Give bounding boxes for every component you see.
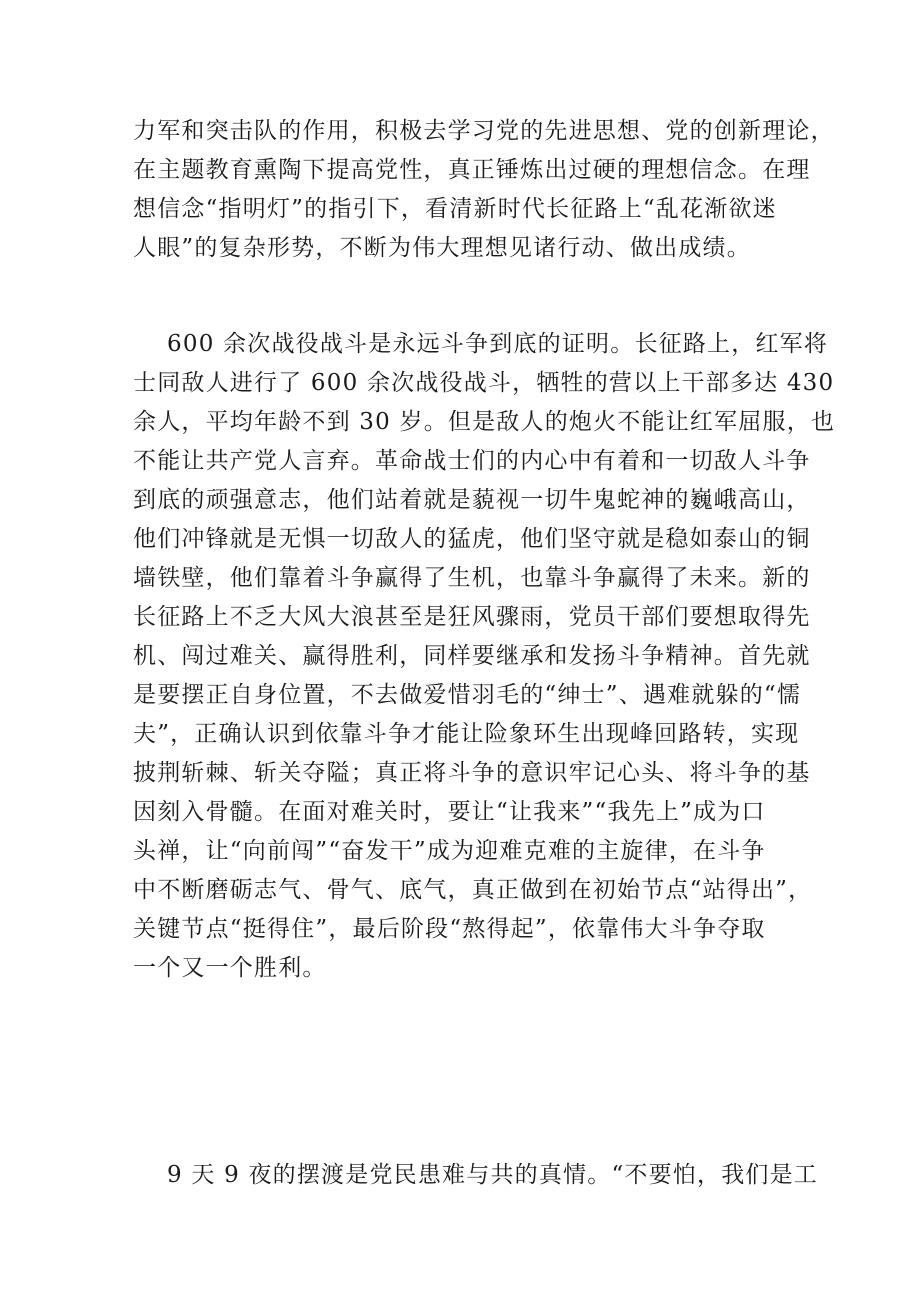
text-line: 士同敌人进行了 600 余次战役战斗，牺牲的营以上干部多达 430: [133, 370, 835, 396]
text-line: 在主题教育熏陶下提高党性，真正锤炼出过硬的理想信念。在理: [133, 157, 811, 183]
text-line: 600 余次战役战斗是永远斗争到底的证明。长征路上，红军将: [133, 331, 829, 357]
text-line: 机、闯过难关、赢得胜利，同样要继承和发扬斗争精神。首先就: [133, 643, 811, 669]
text-line: 夫”，正确认识到依靠斗争才能让险象环生出现峰回路转，实现: [133, 721, 800, 747]
text-line: 9 天 9 夜的摆渡是党民患难与共的真情。“不要怕，我们是工: [133, 1162, 819, 1188]
text-line: 因刻入骨髓。在面对难关时，要让“让我来”“我先上”成为口: [133, 799, 766, 825]
text-line: 是要摆正自身位置，不去做爱惜羽毛的“绅士”、遇难就躲的“懦: [133, 682, 802, 708]
paragraph-role-of-vanguard: [133, 112, 835, 268]
text-line: 人眼”的复杂形势，不断为伟大理想见诸行动、做出成绩。: [133, 235, 751, 261]
text-line: 关键节点“挺得住”，最后阶段“熬得起”，依靠伟大斗争夺取: [133, 916, 766, 942]
paragraph-600-battles: [133, 325, 836, 988]
text-line: 不能让共产党人言弃。革命战士们的内心中有着和一切敌人斗争: [133, 448, 811, 474]
text-line: 头禅，让“向前闯”“奋发干”成为迎难克难的主旋律，在斗争: [133, 838, 766, 864]
text-line: 长征路上不乏大风大浪甚至是狂风骤雨，党员干部们要想取得先: [133, 604, 811, 630]
text-line: 余人，平均年龄不到 30 岁。但是敌人的炮火不能让红军屈服，也: [133, 409, 836, 435]
text-line: 一个又一个胜利。: [133, 955, 327, 981]
paragraph-9-days-ferry: [133, 1156, 819, 1195]
text-line: 到底的顽强意志，他们站着就是藐视一切牛鬼蛇神的巍峨高山，: [133, 487, 811, 513]
text-line: 披荆斩棘、斩关夺隘；真正将斗争的意识牢记心头、将斗争的基: [133, 760, 811, 786]
text-line: 墙铁壁，他们靠着斗争赢得了生机，也靠斗争赢得了未来。新的: [133, 565, 811, 591]
text-line: 力军和突击队的作用，积极去学习党的先进思想、党的创新理论，: [133, 118, 835, 144]
text-line: 他们冲锋就是无惧一切敌人的猛虎，他们坚守就是稳如泰山的铜: [133, 526, 811, 552]
text-line: 中不断磨砺志气、骨气、底气，真正做到在初始节点“站得出”，: [133, 877, 813, 903]
text-line: 想信念“指明灯”的指引下，看清新时代长征路上“乱花渐欲迷: [133, 196, 777, 222]
